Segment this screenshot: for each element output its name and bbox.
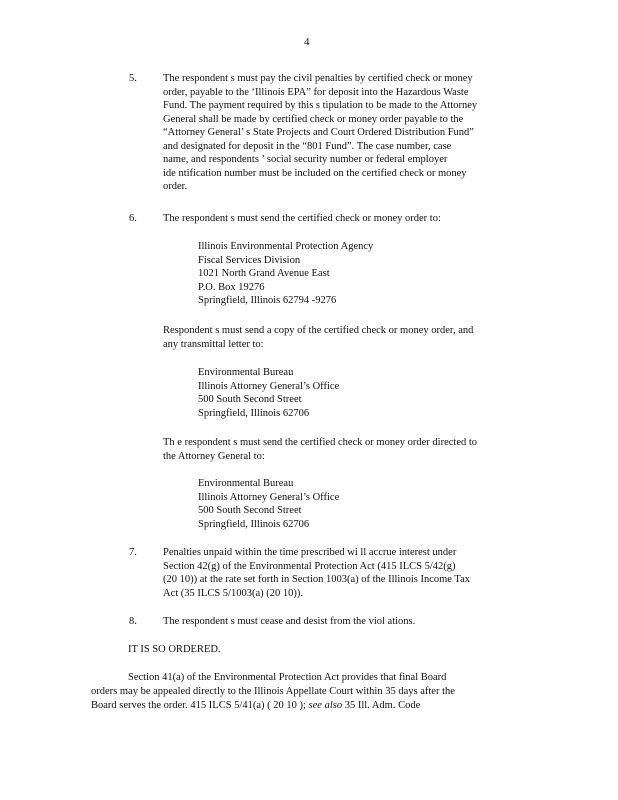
address-line: Springfield, Illinois 62706: [198, 407, 310, 419]
citation-text: Board serves the order. 415 ILCS 5/41(a) ( 20 10 );: [91, 700, 306, 711]
text-line: ide ntification number must be included on the certified check or money: [163, 167, 467, 179]
item-number: 7.: [129, 547, 137, 558]
address-line: 500 South Second Street: [198, 505, 302, 516]
text-line: Section 42(g) of the Environmental Protection Act (415 ILCS 5/42(g): [163, 560, 456, 572]
text-line: Act (35 ILCS 5/1003(a) (20 10)).: [163, 587, 303, 599]
closing-line: orders may be appealed directly to the Illinois Appellate Court within 35 days after the: [91, 686, 455, 697]
text-line: General shall be made by certified check or money order payable to the: [163, 113, 464, 125]
item-number: 6.: [129, 213, 137, 224]
address-line: Illinois Attorney General’s Office: [198, 491, 340, 503]
citation-text: 35 Ill. Adm. Code: [344, 700, 421, 711]
item-7-text: [163, 546, 470, 600]
text-line: “Attorney General’ s State Projects and Court Ordered Distribution Fund”: [163, 127, 474, 138]
address-line: Springfield, Illinois 62794 -9276: [198, 295, 337, 306]
item-number: 8.: [129, 616, 137, 627]
address-line: P.O. Box 19276: [198, 281, 265, 293]
text-line: any transmittal letter to:: [163, 338, 264, 350]
item-8-text: The respondent s must cease and desist from the viol ations.: [163, 616, 416, 627]
item-number: 5.: [129, 73, 137, 84]
text-line: name, and respondents ’ social security number or federal employer: [163, 154, 448, 165]
address-line: Environmental Bureau: [198, 478, 294, 489]
text-line: Th e respondent s must send the certified check or money order directed to: [163, 437, 478, 448]
citation-signal: see also: [308, 700, 343, 711]
text-line: order.: [163, 181, 188, 192]
ordered-statement: IT IS SO ORDERED.: [128, 644, 221, 655]
address-line: Fiscal Services Division: [198, 254, 301, 266]
text-line: Respondent s must send a copy of the certified check or money order, and: [163, 325, 474, 336]
text-line: and designated for deposit in the “801 Fund”. The case number, case: [163, 140, 452, 152]
text-line: order, payable to the ‘Illinois EPA” for deposit into the Hazardous Waste: [163, 86, 469, 98]
text-line: The respondent s must pay the civil penalties by certified check or money: [163, 73, 473, 84]
address-env-bureau: [198, 366, 339, 420]
closing-line: Section 41(a) of the Environmental Protection Act provides that final Board: [128, 672, 447, 683]
copy-instruction: [163, 324, 473, 351]
address-line: Illinois Environmental Protection Agency: [198, 241, 374, 252]
page-number: 4: [304, 36, 310, 48]
item-5-text: [163, 72, 477, 194]
address-line: Springfield, Illinois 62706: [198, 518, 310, 530]
address-attorney-general: [198, 477, 339, 531]
text-line: (20 10)) at the rate set forth in Section 1003(a) of the Illinois Income Tax: [163, 574, 470, 585]
address-line: Illinois Attorney General’s Office: [198, 380, 340, 392]
item-6-intro: The respondent s must send the certified check or money order to:: [163, 213, 441, 224]
address-epa: [198, 240, 373, 308]
text-line: Penalties unpaid within the time prescribed wi ll accrue interest under: [163, 547, 457, 558]
closing-line: [91, 699, 420, 713]
text-line: Fund. The payment required by this s tipulation to be made to the Attorney: [163, 100, 478, 111]
address-line: 1021 North Grand Avenue East: [198, 268, 330, 279]
address-line: Environmental Bureau: [198, 367, 294, 378]
text-line: the Attorney General to:: [163, 450, 265, 462]
ag-instruction: [163, 436, 477, 463]
address-line: 500 South Second Street: [198, 394, 302, 405]
